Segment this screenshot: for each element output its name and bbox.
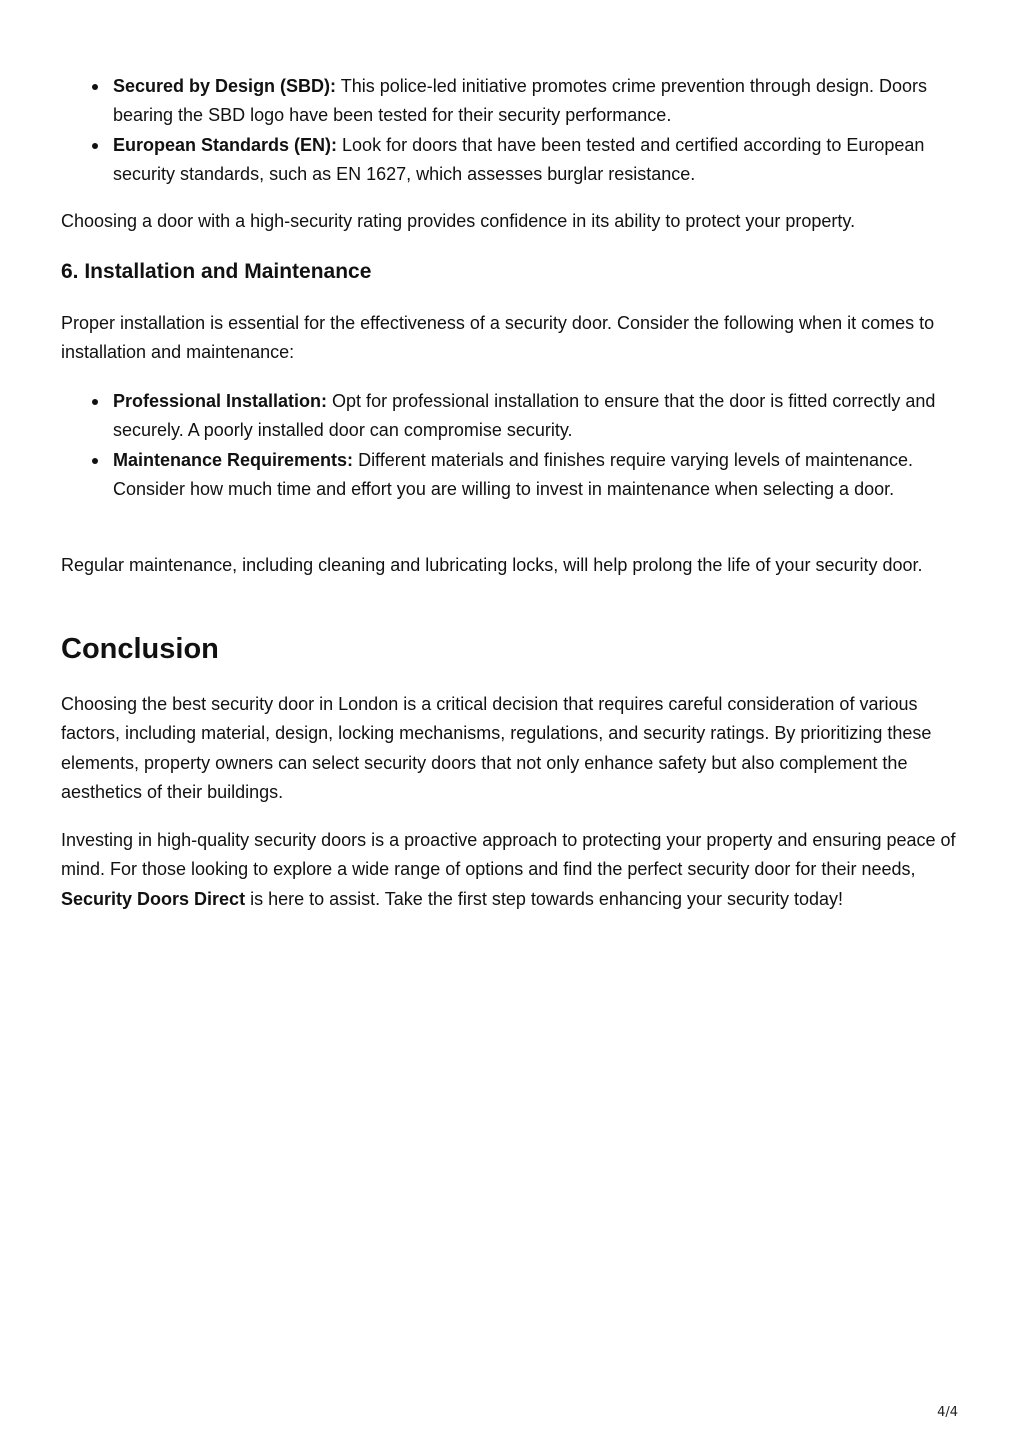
conclusion-text-before: Investing in high-quality security doors is a proactive approach to protecting your property and ensuring peace of mind. For those looking to explore a wide range of options and find the perfect security door for their needs, — [61, 830, 956, 880]
list-item — [61, 131, 961, 190]
conclusion-paragraph-1: Choosing the best security door in London is a critical decision that requires careful consideration of various factors, including material, design, locking mechanisms, regulations, and security ratings. By prioritizing these elements, property owners can select security doors that not only enhance safety but also complement the aesthetics of their buildings. — [61, 694, 932, 802]
rating-paragraph: Choosing a door with a high-security rating provides confidence in its ability to protect your property. — [61, 211, 856, 231]
company-name: Security Doors Direct — [61, 888, 246, 909]
maintenance-paragraph: Regular maintenance, including cleaning and lubricating locks, will help prolong the life of your security door. — [61, 555, 923, 575]
list-item-label: Maintenance Requirements: — [113, 449, 354, 470]
installation-list — [61, 387, 961, 504]
list-item-text: Opt for professional installation to ensure that the door is fitted correctly and securely. A poorly installed door can compromise security. — [113, 391, 936, 441]
conclusion-paragraph-2 — [61, 826, 961, 914]
list-item-text: This police-led initiative promotes crime prevention through design. Doors bearing the SBD logo have been tested for their security performance. — [113, 76, 928, 126]
list-item-text: Different materials and finishes require varying levels of maintenance. Consider how much time and effort you are willing to invest in maintenance when selecting a door. — [113, 449, 914, 499]
installation-intro: Proper installation is essential for the effectiveness of a security door. Consider the following when it comes to installation and maintenance: — [61, 313, 935, 363]
list-item-label: Secured by Design (SBD): — [113, 76, 337, 96]
list-item — [61, 446, 961, 505]
list-item — [61, 387, 961, 446]
security-ratings-list — [61, 72, 961, 189]
list-item — [61, 72, 961, 131]
conclusion-text-after: is here to assist. Take the first step towards enhancing your security today! — [245, 888, 844, 909]
page-number: 4/4 — [937, 1405, 958, 1420]
conclusion-heading: Conclusion — [61, 633, 219, 665]
list-item-label: Professional Installation: — [113, 391, 328, 411]
list-item-label: European Standards (EN): — [113, 134, 338, 155]
section-heading: 6. Installation and Maintenance — [61, 260, 372, 283]
list-item-text: Look for doors that have been tested and certified according to European security standards, such as EN 1627, which assesses burglar resistance. — [113, 134, 925, 184]
